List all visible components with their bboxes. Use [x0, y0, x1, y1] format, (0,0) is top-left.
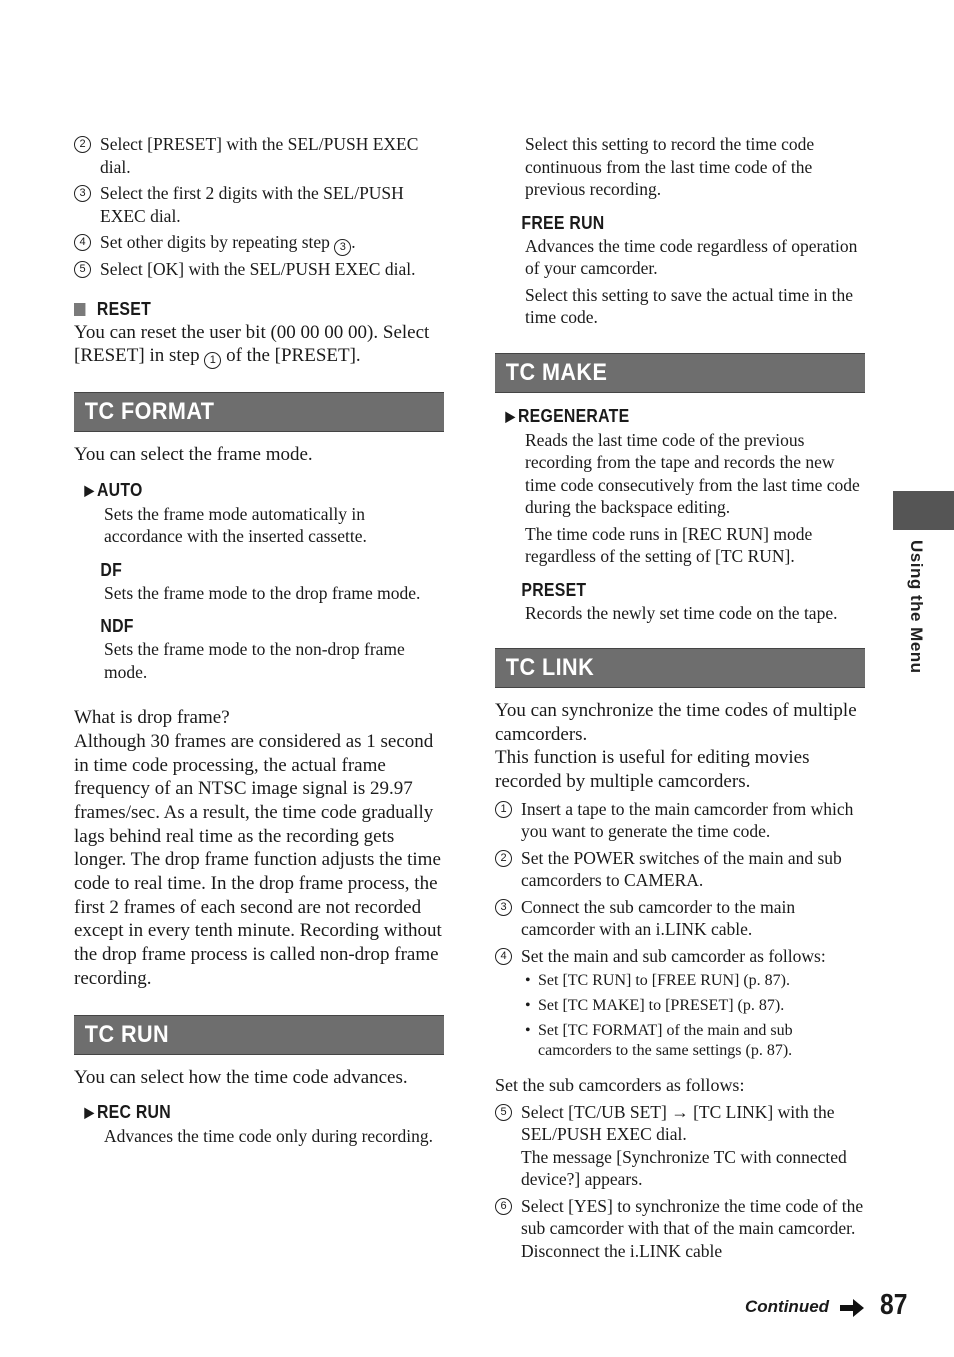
- tc-link-section-header: TC LINK: [495, 648, 865, 688]
- reset-text: You can reset the user bit (00 00 00 00). Select [RESET] in step 1 of the [PRESET].: [74, 321, 444, 368]
- step-number: 4: [74, 234, 91, 251]
- step-reference: 1: [204, 352, 221, 369]
- bullet-item: • Set [TC MAKE] to [PRESET] (p. 87).: [495, 996, 865, 1016]
- default-arrow-icon: ▶: [84, 481, 95, 498]
- step-4: 4 Set other digits by repeating step 3 .: [74, 231, 444, 254]
- option-ndf: NDF: [100, 616, 134, 637]
- step-text: Select the first 2 digits with the SEL/PUSH EXEC dial.: [100, 183, 404, 226]
- note-title: What is drop frame?: [74, 707, 230, 729]
- step-text: Set the main and sub camcorder as follows:: [521, 945, 826, 966]
- option-free-run: FREE RUN: [521, 212, 605, 233]
- step-text: Set other digits by repeating step: [100, 232, 335, 252]
- sub-camcorder-intro: Set the sub camcorders as follows:: [495, 1075, 745, 1096]
- step-text: Select [OK] with the SEL/PUSH EXEC dial.: [100, 259, 416, 279]
- step-text: Select [YES] to synchronize the time code of the sub camcorder with that of the main camcorder. Disconnect the i.LINK cable: [521, 1195, 864, 1261]
- bullet-item: • Set [TC RUN] to [FREE RUN] (p. 87).: [495, 971, 865, 991]
- link-step-5: 5 Select [TC/UB SET] → [TC LINK] with the SEL/PUSH EXEC dial. The message [Synchronize TC with connected device?] appears.: [495, 1101, 865, 1191]
- step-number: 3: [74, 185, 91, 202]
- option-preset: PRESET: [521, 579, 587, 600]
- step-number: 1: [495, 801, 512, 818]
- tc-link-intro: You can synchronize the time codes of multiple camcorders.: [495, 700, 857, 745]
- continued-arrow-icon: [840, 1299, 864, 1317]
- side-tab-marker: [893, 491, 954, 530]
- step-text: Connect the sub camcorder to the main camcorder with an i.LINK cable.: [521, 896, 796, 940]
- step-text: Set the POWER switches of the main and sub camcorders to CAMERA.: [521, 847, 842, 891]
- preset-desc: Records the newly set time code on the tape.: [525, 602, 838, 623]
- free-run-desc-2: Select this setting to save the actual time in the time code.: [525, 284, 854, 327]
- right-column: [495, 133, 865, 1266]
- step-number: 5: [74, 261, 91, 278]
- rec-run-continued: Select this setting to record the time code continuous from the last time code of the previous recording.: [525, 134, 815, 199]
- bullet-item: • Set [TC FORMAT] of the main and sub camcorders to the same settings (p. 87).: [495, 1021, 865, 1061]
- tc-link-intro-2: This function is useful for editing movies recorded by multiple camcorders.: [495, 747, 810, 793]
- option-df-desc: Sets the frame mode to the drop frame mode.: [104, 582, 421, 603]
- tc-format-intro: You can select the frame mode.: [74, 443, 313, 465]
- step-reference: 3: [334, 239, 351, 256]
- step-3: [74, 182, 444, 227]
- step-number: 2: [74, 136, 91, 153]
- default-arrow-icon: ▶: [84, 1104, 95, 1121]
- link-step-3: [495, 896, 865, 941]
- step-number: 2: [495, 850, 512, 867]
- continued-label: Continued: [745, 1297, 830, 1316]
- option-ndf-desc: Sets the frame mode to the non-drop frame mode.: [104, 639, 405, 682]
- tc-format-section-header: TC FORMAT: [74, 392, 444, 432]
- step-number: 4: [495, 948, 512, 965]
- tc-make-section-header: TC MAKE: [495, 353, 865, 393]
- tc-run-intro: You can select how the time code advances.: [74, 1066, 408, 1088]
- reset-heading: RESET: [74, 297, 400, 321]
- step-text: Select [PRESET] with the SEL/PUSH EXEC dial.: [100, 134, 419, 177]
- step-5-message: The message [Synchronize TC with connected device?] appears.: [521, 1146, 847, 1190]
- step-text: Insert a tape to the main camcorder from which you want to generate the time code.: [521, 798, 854, 842]
- free-run-desc: Advances the time code regardless of operation of your camcorder.: [525, 235, 858, 278]
- option-rec-run-desc: Advances the time code only during recording.: [104, 1126, 433, 1147]
- page-number: 87: [880, 1289, 908, 1321]
- link-step-1: [495, 798, 865, 843]
- option-rec-run: ▶ REC RUN: [84, 1102, 171, 1123]
- option-df: DF: [100, 559, 123, 580]
- arrow-right-icon: →: [671, 1101, 689, 1122]
- link-step-2: [495, 847, 865, 892]
- regenerate-desc: Reads the last time code of the previous recording from the tape and records the new time code consecutively from the last time code during the backspace editing.: [525, 429, 860, 517]
- step-5: [74, 258, 444, 281]
- left-column: [74, 133, 444, 1148]
- step-2: [74, 133, 444, 178]
- step-number: 3: [495, 899, 512, 916]
- step-number: 5: [495, 1104, 512, 1121]
- option-auto: ▶ AUTO: [84, 479, 143, 500]
- link-step-6: [495, 1195, 865, 1263]
- link-step-4: [495, 945, 865, 968]
- tc-run-section-header: TC RUN: [74, 1015, 444, 1055]
- step-number: 6: [495, 1198, 512, 1215]
- note-text: Although 30 frames are considered as 1 second in time code processing, the actual frame frequency of an NTSC image signal is 29.97 frames/sec. As a result, the time code gradually lags behind real time as the recording gets longer. The drop frame function adjusts the time code to real time. In the drop frame process, the first 2 frames of each second are not recorded except in every tenth minute. Recording without the drop frame process is called non-drop frame recording.: [74, 730, 442, 989]
- side-section-label: Using the Menu: [907, 540, 926, 674]
- regenerate-desc-2: The time code runs in [REC RUN] mode regardless of the setting of [TC RUN].: [525, 523, 813, 566]
- option-regenerate: ▶ REGENERATE: [505, 405, 630, 426]
- default-arrow-icon: ▶: [505, 407, 516, 424]
- option-auto-desc: Sets the frame mode automatically in accordance with the inserted cassette.: [104, 503, 367, 547]
- square-bullet-icon: [74, 303, 85, 316]
